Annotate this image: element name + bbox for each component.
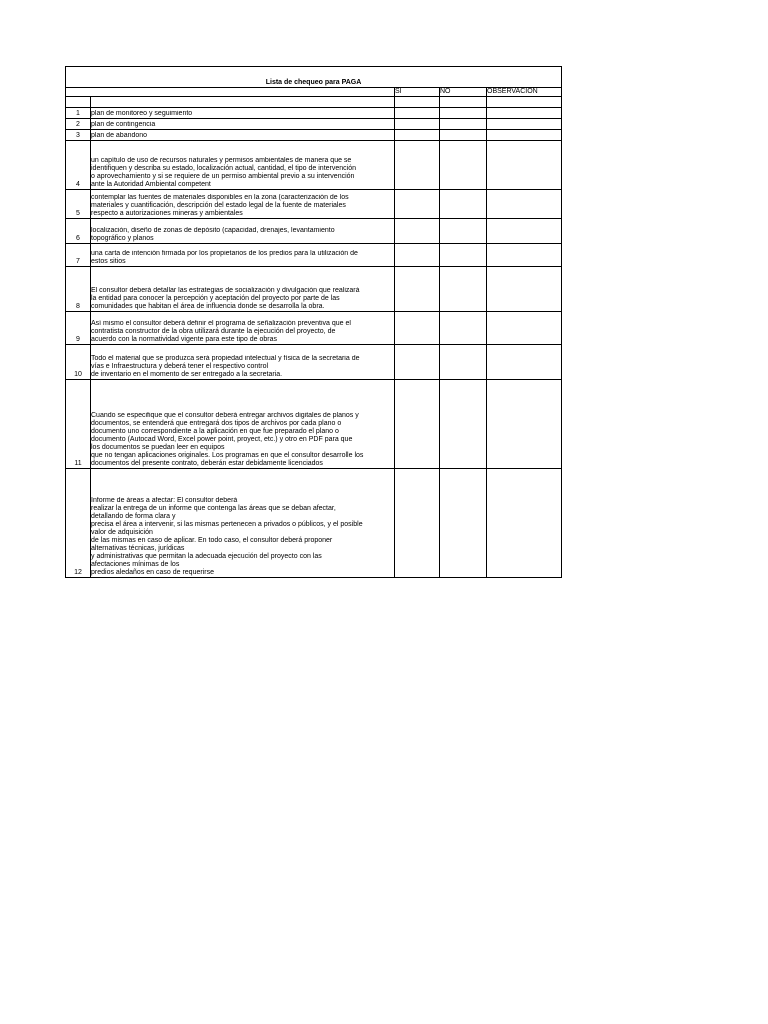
row-number: 9 xyxy=(66,312,91,345)
si-cell[interactable] xyxy=(395,345,440,380)
row-description xyxy=(91,119,395,130)
si-cell[interactable] xyxy=(395,130,440,141)
si-cell[interactable] xyxy=(395,244,440,267)
blank-cell xyxy=(66,97,91,108)
row-number: 2 xyxy=(66,119,91,130)
blank-cell xyxy=(440,97,487,108)
row-description-text: una carta de intención firmada por los propietarios de los predios para la utilización de estos sitios xyxy=(91,250,358,265)
no-cell[interactable] xyxy=(440,312,487,345)
header-row xyxy=(66,88,562,97)
row-description-text: plan de abandono xyxy=(91,132,148,139)
no-cell[interactable] xyxy=(440,108,487,119)
row-number: 7 xyxy=(66,244,91,267)
row-description xyxy=(91,130,395,141)
row-number: 4 xyxy=(66,141,91,190)
si-cell[interactable] xyxy=(395,267,440,312)
no-cell[interactable] xyxy=(440,219,487,244)
row-description xyxy=(91,380,395,469)
row-description xyxy=(91,190,395,219)
no-cell[interactable] xyxy=(440,244,487,267)
title-row xyxy=(66,67,562,88)
observacion-cell[interactable] xyxy=(487,244,562,267)
table-row xyxy=(66,108,562,119)
row-number: 12 xyxy=(66,469,91,578)
table-row xyxy=(66,219,562,244)
no-cell[interactable] xyxy=(440,469,487,578)
row-number: 8 xyxy=(66,267,91,312)
checklist-sheet xyxy=(65,66,561,578)
row-number: 6 xyxy=(66,219,91,244)
page-title: Lista de chequeo para PAGA xyxy=(66,67,562,88)
table-row xyxy=(66,244,562,267)
row-description xyxy=(91,244,395,267)
no-cell[interactable] xyxy=(440,130,487,141)
row-description-text: contemplar las fuentes de materiales disponibles en la zona (caracterización de los materiales y cuantificación, descripción del estado legal de la fuente de materiales respecto a autorizaciones mineras y ambientales xyxy=(91,194,349,217)
row-number: 1 xyxy=(66,108,91,119)
si-cell[interactable] xyxy=(395,380,440,469)
si-cell[interactable] xyxy=(395,469,440,578)
table-row xyxy=(66,380,562,469)
table-row xyxy=(66,190,562,219)
si-cell[interactable] xyxy=(395,312,440,345)
row-description xyxy=(91,312,395,345)
observacion-cell[interactable] xyxy=(487,312,562,345)
no-cell[interactable] xyxy=(440,380,487,469)
row-number: 5 xyxy=(66,190,91,219)
column-header-observacion: OBSERVACION xyxy=(487,88,562,97)
observacion-cell[interactable] xyxy=(487,190,562,219)
observacion-cell[interactable] xyxy=(487,380,562,469)
si-cell[interactable] xyxy=(395,141,440,190)
row-description-text: Cuando se especifique que el consultor deberá entregar archivos digitales de planos y documentos, se entenderá que entregará dos tipos de archivos por cada plano o documento uno correspondiente a la aplicación en que fue preparado el plano o documento (Autocad Word, Excel power point, proyect, etc.) y otro en PDF para que los documentos se puedan leer en equipos que no tengan aplicaciones originales. Los programas en que el consultor desarrolle los documentos del presente contrato, deberán estar debidamente licenciados xyxy=(91,412,364,467)
no-cell[interactable] xyxy=(440,141,487,190)
observacion-cell[interactable] xyxy=(487,267,562,312)
row-description-text: plan de monitoreo y seguimiento xyxy=(91,110,193,117)
row-number: 3 xyxy=(66,130,91,141)
row-description-text: plan de contingencia xyxy=(91,121,156,128)
observacion-cell[interactable] xyxy=(487,469,562,578)
checklist-table xyxy=(65,66,562,578)
table-row xyxy=(66,312,562,345)
observacion-cell[interactable] xyxy=(487,219,562,244)
no-cell[interactable] xyxy=(440,119,487,130)
si-cell[interactable] xyxy=(395,108,440,119)
observacion-cell[interactable] xyxy=(487,119,562,130)
table-row xyxy=(66,130,562,141)
table-row xyxy=(66,345,562,380)
row-description-text: Informe de áreas a afectar: El consultor deberá realizar la entrega de un informe que contenga las áreas que se deban afectar, detallando de forma clara y precisa el área a intervenir, si las mismas pertenecen a privados o públicos, y el posible valor de adquisición de las mismas en caso de aplicar. En todo caso, el consultor deberá proponer alternativas técnicas, jurídicas y administrativas que permitan la adecuada ejecución del proyecto con las afectaciones mínimas de los predios aledaños en caso de requerirse xyxy=(91,497,363,576)
row-description xyxy=(91,345,395,380)
table-row xyxy=(66,141,562,190)
row-description-text: localización, diseño de zonas de depósito (capacidad, drenajes, levantamiento topográfico y planos xyxy=(91,227,335,242)
column-header-si: SI xyxy=(395,88,440,97)
row-description xyxy=(91,267,395,312)
observacion-cell[interactable] xyxy=(487,130,562,141)
row-description-text: Así mismo el consultor deberá definir el programa de señalización preventiva que el contratista constructor de la obra utilizará durante la ejecución del proyecto, de acuerdo con la normatividad vigente para este tipo de obras xyxy=(91,320,351,343)
si-cell[interactable] xyxy=(395,219,440,244)
no-cell[interactable] xyxy=(440,190,487,219)
row-description xyxy=(91,219,395,244)
no-cell[interactable] xyxy=(440,345,487,380)
blank-cell xyxy=(487,97,562,108)
row-number: 10 xyxy=(66,345,91,380)
table-row xyxy=(66,267,562,312)
row-description-text: Todo el material que se produzca será propiedad intelectual y física de la secretaria de vías e Infraestructura y deberá tener el respectivo control de inventario en el momento de ser entregado a la secretaria. xyxy=(91,355,360,378)
observacion-cell[interactable] xyxy=(487,108,562,119)
blank-cell xyxy=(91,97,395,108)
header-spacer xyxy=(66,88,395,97)
no-cell[interactable] xyxy=(440,267,487,312)
row-description xyxy=(91,108,395,119)
row-description xyxy=(91,141,395,190)
si-cell[interactable] xyxy=(395,190,440,219)
observacion-cell[interactable] xyxy=(487,141,562,190)
observacion-cell[interactable] xyxy=(487,345,562,380)
row-description-text: un capítulo de uso de recursos naturales y permisos ambientales de manera que se identifiquen y describa su estado, localización actual, cantidad, el tipo de intervención o aprovechamiento y si se requiere de un permiso ambiental previo a su intervención ante la Autoridad Ambiental competent xyxy=(91,157,356,188)
blank-row xyxy=(66,97,562,108)
si-cell[interactable] xyxy=(395,119,440,130)
row-number: 11 xyxy=(66,380,91,469)
column-header-no: NO xyxy=(440,88,487,97)
blank-cell xyxy=(395,97,440,108)
table-row xyxy=(66,469,562,578)
row-description-text: El consultor deberá detallar las estrategias de socialización y divulgación que realizará la entidad para conocer la percepción y aceptación del proyecto por parte de las comunidades que habitan el área de influencia donde se desarrolla la obra. xyxy=(91,287,360,310)
row-description xyxy=(91,469,395,578)
table-row xyxy=(66,119,562,130)
